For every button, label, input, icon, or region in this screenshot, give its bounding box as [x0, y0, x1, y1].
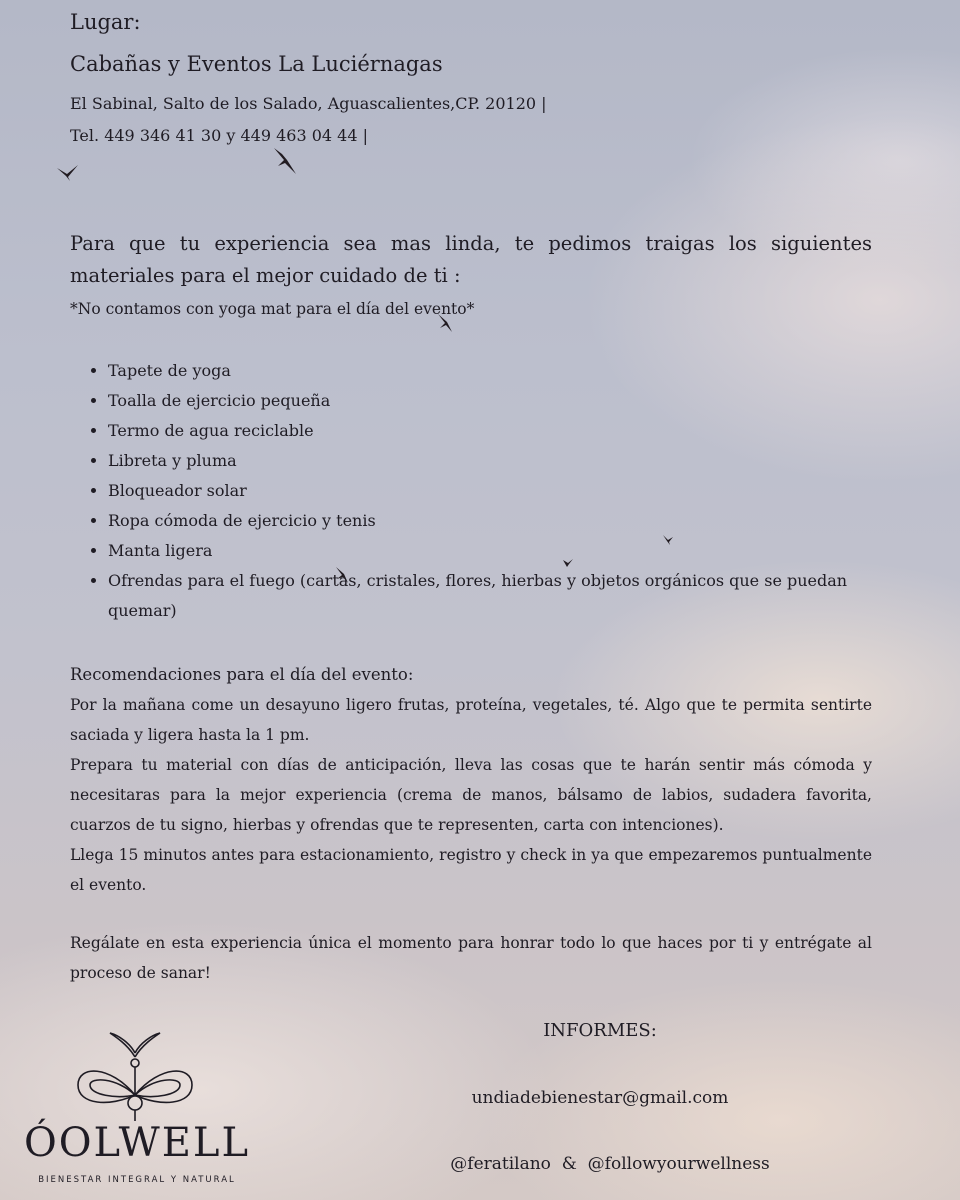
list-item: • Toalla de ejercicio pequeña [108, 386, 910, 416]
list-item: • Tapete de yoga [108, 356, 910, 386]
brand-name: ÓOLWELL [23, 1120, 251, 1166]
list-item: • Termo de agua reciclable [108, 416, 910, 446]
materials-intro: Para que tu experiencia sea mas linda, te pedimos traigas los siguientes materiales para el mejor cuidado de ti : [70, 232, 872, 287]
bird-icon [272, 146, 298, 176]
contact-email[interactable]: undiadebienestar@gmail.com [471, 1088, 729, 1108]
list-item: • Bloqueador solar [108, 476, 910, 506]
materials-note: *No contamos con yoga mat para el día del evento* [70, 300, 475, 318]
venue-name: Cabañas y Eventos La Luciérnagas [70, 52, 443, 76]
recommendations-title: Recomendaciones para el día del evento: [70, 665, 414, 684]
bird-icon [56, 162, 80, 182]
recommendation-paragraph: Por la mañana come un desayuno ligero frutas, proteína, vegetales, té. Algo que te permita sentirte saciada y ligera hasta la 1 pm. [70, 696, 872, 744]
contact-socials[interactable]: @feratilano & @followyourwellness [450, 1154, 770, 1174]
contact-title: INFORMES: [543, 1020, 657, 1041]
materials-list [70, 356, 910, 626]
list-item: • Ropa cómoda de ejercicio y tenis [108, 506, 910, 536]
list-item: • Manta ligera [108, 536, 910, 566]
recommendation-paragraph: Prepara tu material con días de anticipación, lleva las cosas que te harán sentir más cómoda y necesitaras para la mejor experiencia (crema de manos, bálsamo de labios, sudadera favorita, cuarzos de tu signo, hierbas y ofrendas que te representen, carta con intenciones). [70, 756, 872, 834]
list-item: • Libreta y pluma [108, 446, 910, 476]
brand-tagline: BIENESTAR INTEGRAL Y NATURAL [38, 1175, 236, 1185]
closing-message: Regálate en esta experiencia única el momento para honrar todo lo que haces por ti y entrégate al proceso de sanar! [70, 934, 872, 982]
venue-address: El Sabinal, Salto de los Salado, Aguascalientes,CP. 20120 | [70, 94, 547, 113]
venue-phone: Tel. 449 346 41 30 y 449 463 04 44 | [70, 126, 368, 145]
recommendation-paragraph: Llega 15 minutos antes para estacionamiento, registro y check in ya que empezaremos puntualmente el evento. [70, 846, 872, 894]
butterfly-infinity-logo-icon [70, 1025, 200, 1125]
location-label: Lugar: [70, 10, 141, 34]
list-item: • Ofrendas para el fuego (cartas, cristales, flores, hierbas y objetos orgánicos que se puedan quemar) [108, 566, 910, 626]
